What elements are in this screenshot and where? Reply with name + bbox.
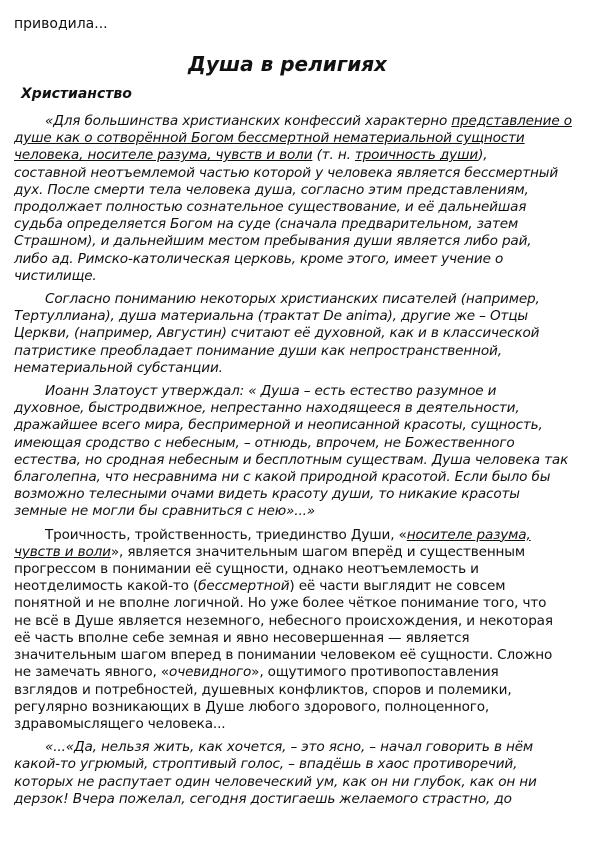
text-line [14, 469, 600, 486]
text-segment: Иоанн Златоуст утверждал: « Душа – есть естество разумное и [45, 383, 497, 400]
text-segment: ), [478, 147, 488, 164]
text-line [14, 113, 600, 130]
text-line [14, 791, 600, 808]
text-segment: естества, но сродная небесным и бесплотным существам. Душа человека так [14, 451, 569, 468]
text-segment: которых не распутает один человеческий ум, как он ни глубок, как он ни [14, 773, 537, 790]
text-line [14, 578, 600, 595]
underlined-text: троичность души [354, 147, 479, 164]
underlined-text: представление о [451, 113, 572, 129]
document-body [14, 113, 600, 814]
text-line [14, 291, 600, 308]
text-line [14, 613, 600, 630]
text-line [14, 417, 600, 434]
text-line [14, 325, 600, 342]
text-segment: её часть вполне себе земная и явно несовершенная — является [14, 629, 470, 646]
text-line [14, 216, 600, 233]
underlined-text: человека, носителе разума, чувств и воли [14, 147, 313, 164]
text-line [14, 199, 600, 216]
text-line [14, 664, 600, 681]
text-segment: », является значительным шагом вперёд и существенным [110, 543, 525, 560]
text-line [14, 268, 600, 285]
text-segment: либо ад. Римско-католическая церковь, кроме этого, имеет учение о [14, 250, 504, 267]
section-title: Душа в религиях [188, 52, 387, 76]
subsection-title: Христианство [21, 86, 132, 102]
text-line [14, 682, 600, 699]
text-line [14, 165, 600, 182]
text-segment: дерзок! Вчера пожелал, сегодня достигаешь желаемого страстно, до [14, 790, 512, 807]
text-line [14, 647, 600, 664]
text-segment: не всё в Душе является неземного, небесного происхождения, и некоторая [14, 612, 553, 629]
underlined-text: чувств и воли [14, 543, 111, 560]
paragraph [14, 739, 600, 808]
paragraph [14, 113, 600, 285]
text-segment: благолепна, что несравнима ни с какой природной красотой. Если было бы [14, 469, 551, 486]
text-segment: «Для большинства христианских конфессий характерно [45, 113, 452, 129]
underlined-text: носителе разума, [406, 526, 531, 543]
text-line [14, 716, 600, 733]
text-line [14, 452, 600, 469]
text-line [14, 774, 600, 791]
text-segment: регулярно возникающих в Душе любого здорового, полноценного, [14, 698, 490, 715]
paragraph [14, 527, 600, 733]
text-segment: нематериальной субстанции. [14, 359, 223, 376]
text-line [14, 360, 600, 377]
text-segment: патристике преобладает понимание души как непространственной, [14, 342, 502, 359]
text-segment: взглядов и потребностей, душевных конфликтов, споров и полемики, [14, 681, 512, 698]
text-segment: здравомыслящего человека... [14, 715, 226, 732]
text-line [14, 251, 600, 268]
text-line [14, 527, 600, 544]
text-segment: какой-то угрюмый, строптивый голос, – впадёшь в хаос противоречий, [14, 756, 518, 773]
text-line [14, 595, 600, 612]
text-segment: дражайшее всего мира, беспримерной и неописанной красоты, сущность, [14, 417, 543, 434]
text-segment: Тертуллиана), душа материальна (трактат De anima), другие же – Отцы [14, 308, 529, 325]
text-line [14, 503, 600, 520]
text-segment: духовное, быстродвижное, непрестанно находящееся в деятельности, [14, 400, 520, 417]
text-segment: значительным шагом вперед в понимании человеком её сущности. Сложно [14, 647, 553, 664]
text-segment: Страшном), и дальнейшим местом пребывания души является либо рай, [14, 233, 532, 250]
text-segment: «...«Да, нельзя жить, как хочется, – это ясно, – начал говорить в нём [45, 739, 534, 756]
text-line [14, 756, 600, 773]
text-segment: бессмертной [198, 578, 290, 595]
text-segment: ) её части выглядит не совсем [289, 578, 506, 595]
text-line [14, 739, 600, 756]
text-line [14, 400, 600, 417]
text-line [14, 630, 600, 647]
text-segment: возможно телесными очами видеть красоту души, то никакие красоты [14, 486, 520, 503]
paragraph [14, 383, 600, 521]
text-segment: понятной и не вполне логичной. Но уже более чёткое понимание того, что [14, 595, 547, 612]
text-segment: дух. После смерти тела человека душа, согласно этим представлениям, [14, 181, 529, 198]
text-segment: составной неотъемлемой частью которой у человека является бессмертный [14, 164, 559, 181]
text-line [14, 486, 600, 503]
text-segment: », ощутимого противопоставления [251, 664, 499, 681]
text-line [14, 435, 600, 452]
preceding-text: приводила... [14, 16, 108, 32]
underlined-text: душе как о сотворённой Богом бессмертной нематериальной сущности [14, 130, 525, 147]
paragraph [14, 291, 600, 377]
text-segment: судьба определяется Богом на суде (сначала предварительном, затем [14, 216, 519, 233]
text-line [14, 343, 600, 360]
text-segment: очевидного [169, 664, 252, 681]
text-line [14, 699, 600, 716]
text-segment: Согласно пониманию некоторых христианских писателей (например, [45, 291, 540, 308]
text-segment: (т. н. [312, 147, 355, 164]
text-line [14, 308, 600, 325]
text-line [14, 233, 600, 250]
text-line [14, 182, 600, 199]
text-line [14, 561, 600, 578]
text-line [14, 383, 600, 400]
text-segment: имеющая сродство с небесным, – отнюдь, впрочем, не Божественного [14, 434, 515, 451]
text-segment: не замечать явного, « [14, 664, 170, 681]
text-segment: продолжает полностью сознательное существование, и её дальнейшая [14, 199, 527, 216]
text-segment: Троичность, тройственность, триединство Души, « [45, 526, 407, 543]
text-segment: земные не могли бы сравниться с нею»...» [14, 503, 316, 520]
text-segment: чистилище. [14, 267, 97, 284]
text-line [14, 544, 600, 561]
text-line [14, 130, 600, 147]
text-segment: Церкви, (например, Августин) считают её духовной, как и в классической [14, 325, 540, 342]
text-line [14, 147, 600, 164]
text-segment: прогрессом в понимании её сущности, однако неотъемлемость и [14, 561, 479, 578]
text-segment: неотделимость какой-то ( [14, 578, 199, 595]
